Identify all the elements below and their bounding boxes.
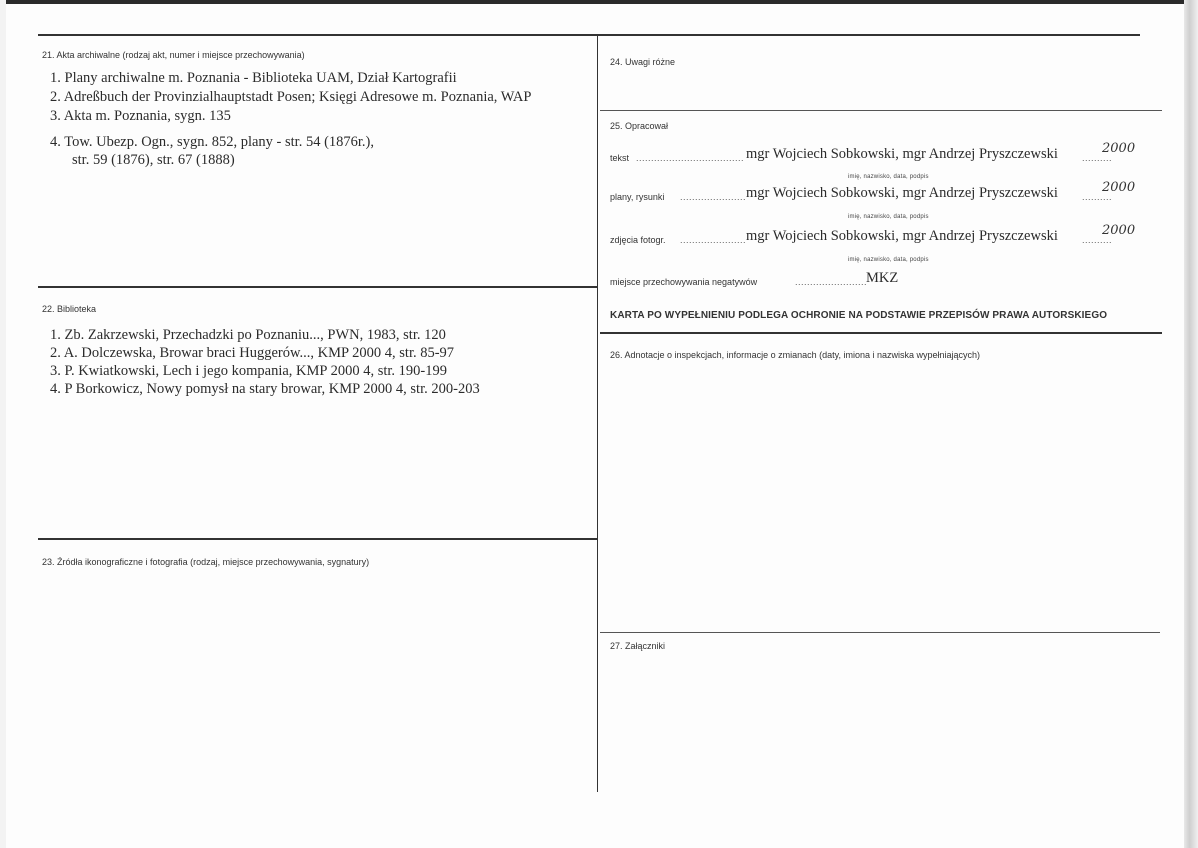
s22-item-2: 2. A. Dolczewska, Browar braci Huggerów..., KMP 2000 4, str. 85-97 [50, 345, 455, 361]
row-zdjecia-value: mgr Wojciech Sobkowski, mgr Andrzej Pryszczewski [746, 228, 1058, 244]
section-22-title: 22. Biblioteka [42, 304, 97, 314]
row-tekst-trail: .......... [1082, 153, 1113, 163]
section-27-title: 27. Załączniki [610, 641, 666, 651]
row-tekst-label: tekst [610, 153, 630, 163]
row-plany-caption: imię, nazwisko, data, podpis [848, 214, 929, 220]
section-24-title: 24. Uwagi różne [610, 57, 676, 67]
row-plany-trail: .......... [1082, 192, 1113, 202]
sheet-right-edge [1184, 0, 1198, 848]
center-divider [597, 34, 598, 792]
negatives-label: miejsce przechowywania negatywów [610, 277, 758, 287]
negatives-value: MKZ [866, 270, 899, 286]
row-plany-dots: ...................... [680, 192, 747, 202]
s22-item-1: 1. Zb. Zakrzewski, Przechadzki po Poznaniu..., PWN, 1983, str. 120 [50, 327, 446, 343]
row-zdjecia-trail: .......... [1082, 235, 1113, 245]
row-tekst-value: mgr Wojciech Sobkowski, mgr Andrzej Pryszczewski [746, 146, 1058, 162]
row-zdjecia-caption: imię, nazwisko, data, podpis [848, 257, 929, 263]
rule-26-27 [600, 632, 1160, 633]
s21-item-2: 2. Adreßbuch der Provinzialhauptstadt Posen; Księgi Adresowe m. Poznania, WAP [50, 89, 532, 105]
s21-item-4: 4. Tow. Ubezp. Ogn., sygn. 852, plany - str. 54 (1876r.), [50, 134, 374, 150]
row-plany-label: plany, rysunki [610, 192, 665, 202]
s22-item-3: 3. P. Kwiatkowski, Lech i jego kompania, KMP 2000 4, str. 190-199 [50, 363, 447, 379]
row-tekst-caption: imię, nazwisko, data, podpis [848, 174, 929, 180]
copyright-notice: KARTA PO WYPEŁNIENIU PODLEGA OCHRONIE NA PODSTAWIE PRZEPISÓW PRAWA AUTORSKIEGO [610, 310, 1108, 321]
section-23-title: 23. Źródła ikonograficzne i fotografia (rodzaj, miejsce przechowywania, sygnatury) [42, 557, 370, 567]
rule-22-23 [38, 538, 598, 540]
section-26-title: 26. Adnotacje o inspekcjach, informacje o zmianach (daty, imiona i nazwiska wypełniających) [610, 350, 981, 360]
s21-item-3: 3. Akta m. Poznania, sygn. 135 [50, 108, 231, 124]
row-tekst-dots: .................................... [636, 153, 745, 163]
sheet-left-edge [0, 0, 6, 848]
s21-item-4-cont: str. 59 (1876), str. 67 (1888) [72, 152, 235, 168]
row-plany-signature: 2000 [1102, 180, 1136, 195]
row-zdjecia-signature: 2000 [1102, 223, 1136, 238]
row-tekst-signature: 2000 [1102, 141, 1136, 156]
rule-24-25 [600, 110, 1162, 111]
rule-21-22 [38, 286, 598, 288]
top-rule [38, 34, 1140, 36]
row-zdjecia-dots: ...................... [680, 235, 747, 245]
section-25-title: 25. Opracował [610, 121, 669, 131]
rule-25-26 [600, 332, 1162, 334]
sheet-top-edge [0, 0, 1198, 4]
s22-item-4: 4. P Borkowicz, Nowy pomysł na stary browar, KMP 2000 4, str. 200-203 [50, 381, 480, 397]
section-21-title: 21. Akta archiwalne (rodzaj akt, numer i miejsce przechowywania) [42, 50, 305, 60]
negatives-dots: ........................ [795, 277, 868, 287]
row-zdjecia-label: zdjęcia fotogr. [610, 235, 666, 245]
s21-item-1: 1. Plany archiwalne m. Poznania - Biblioteka UAM, Dział Kartografii [50, 70, 457, 86]
row-plany-value: mgr Wojciech Sobkowski, mgr Andrzej Pryszczewski [746, 185, 1058, 201]
